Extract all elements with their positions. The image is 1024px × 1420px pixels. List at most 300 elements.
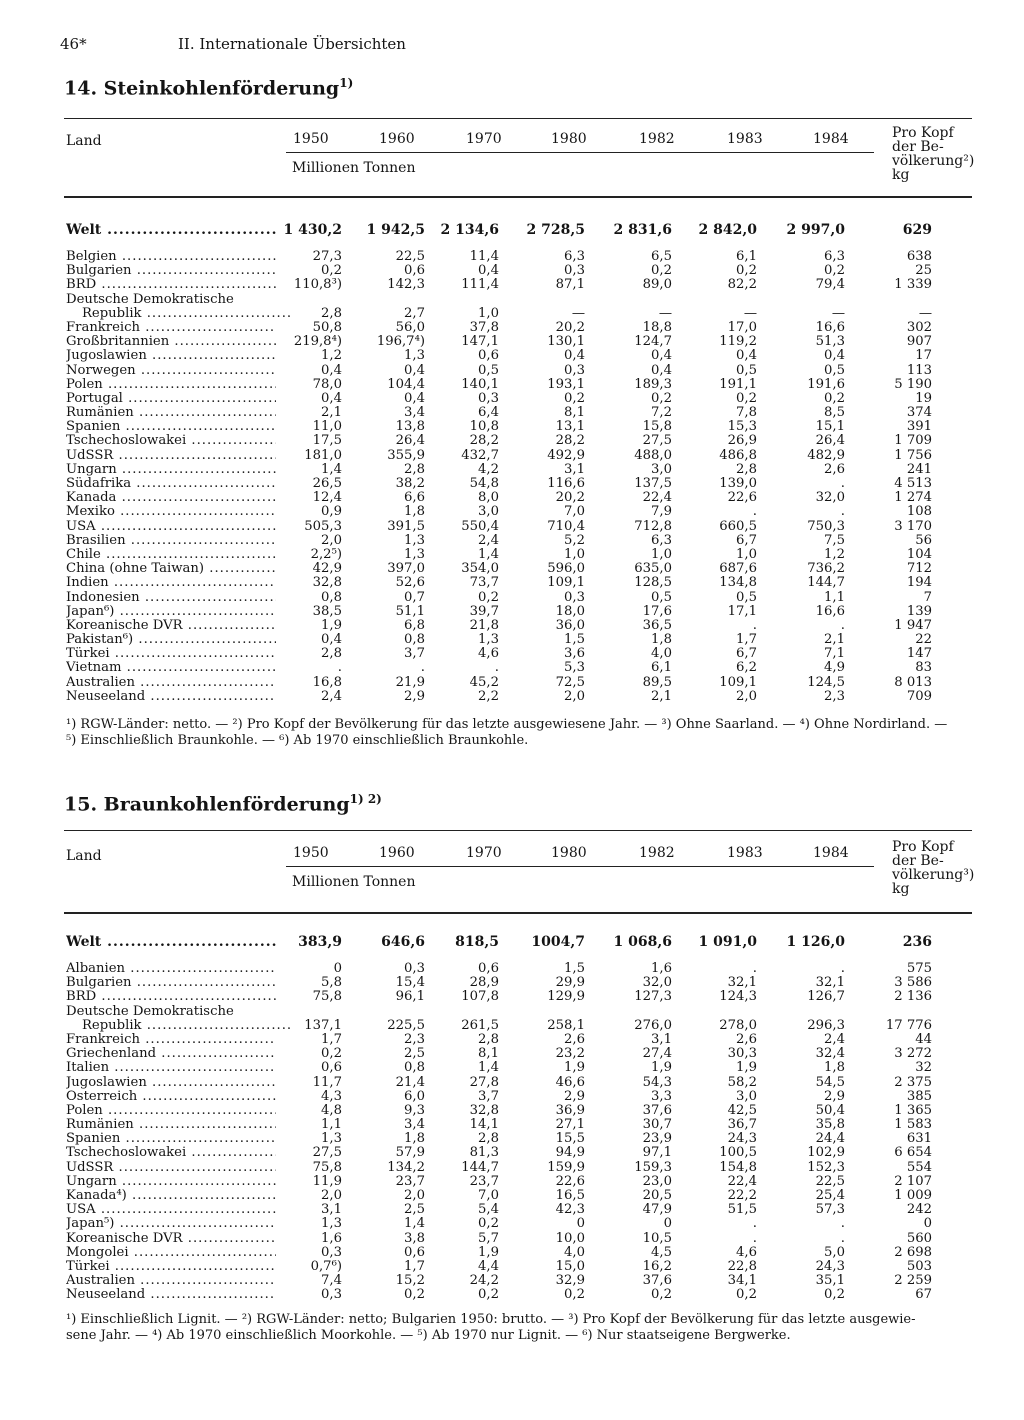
value-cell: 26,5 xyxy=(312,476,342,491)
value-cell: . xyxy=(752,1230,757,1246)
value-cell: 0,4 xyxy=(824,348,845,364)
value-cell: 1,9 xyxy=(478,1244,499,1260)
per-head-header-line: völkerung²) xyxy=(892,153,975,169)
per-head-cell: 2 375 xyxy=(894,1074,932,1090)
table-row xyxy=(66,619,946,633)
value-cell: 72,5 xyxy=(555,674,585,690)
value-cell: 15,3 xyxy=(727,419,757,435)
value-cell: . xyxy=(840,476,845,491)
value-cell: 6,3 xyxy=(824,249,845,264)
value-cell: 13,8 xyxy=(395,419,425,435)
value-cell: 1,3 xyxy=(404,348,425,364)
table-row xyxy=(66,1288,946,1302)
country-name: Türkei ..... xyxy=(66,647,276,661)
value-cell: 0,2 xyxy=(478,589,499,605)
value-cell: 486,8 xyxy=(719,447,757,463)
value-cell: 36,9 xyxy=(555,1102,585,1118)
value-cell: 219,8⁴) xyxy=(293,334,342,350)
value-cell: 1,5 xyxy=(564,961,585,976)
value-cell: 22,5 xyxy=(815,1173,845,1189)
country-name: Koreanische DVR ..... xyxy=(66,1232,276,1246)
value-cell: 0,2 xyxy=(564,1287,585,1303)
per-head-cell: 560 xyxy=(906,1230,932,1246)
table-14-year-rule xyxy=(286,152,874,153)
country-name: UdSSR ..... xyxy=(66,1161,276,1175)
value-cell: 134,8 xyxy=(719,575,757,591)
table-row xyxy=(66,1118,946,1132)
value-cell: 20,2 xyxy=(555,319,585,335)
table-row xyxy=(66,1047,946,1061)
value-cell: 81,3 xyxy=(469,1145,499,1161)
per-head-header-line: kg xyxy=(892,881,910,897)
value-cell: 6,3 xyxy=(651,532,672,548)
value-cell: 51,5 xyxy=(727,1202,757,1218)
value-cell: 1 942,5 xyxy=(366,222,425,238)
country-name: Koreanische DVR ..... xyxy=(66,619,276,633)
value-cell: 1,4 xyxy=(478,1060,499,1076)
value-cell: 11,4 xyxy=(469,249,499,264)
value-cell: 42,5 xyxy=(727,1102,757,1118)
value-cell: 1 068,6 xyxy=(613,934,672,950)
value-cell: 4,5 xyxy=(651,1244,672,1260)
year-header-1950: 1950 xyxy=(293,131,329,147)
value-cell: 0,3 xyxy=(404,961,425,976)
value-cell: 712,8 xyxy=(634,518,672,534)
value-cell: 16,6 xyxy=(815,319,845,335)
value-cell: 75,8 xyxy=(312,1159,342,1175)
table-15-header-rule xyxy=(64,912,972,914)
value-cell: 0 xyxy=(576,1216,585,1232)
value-cell: 7,2 xyxy=(651,405,672,421)
value-cell: 97,1 xyxy=(642,1145,672,1161)
value-cell: 0,3 xyxy=(478,390,499,406)
value-cell: 1,3 xyxy=(321,1216,342,1232)
value-cell: 16,2 xyxy=(642,1258,672,1274)
value-cell: 34,1 xyxy=(727,1273,757,1289)
value-cell: 26,4 xyxy=(395,433,425,449)
country-name: Neuseeland ..... xyxy=(66,690,276,704)
footnote-line: ¹) RGW-Länder: netto. — ²) Pro Kopf der Bevölkerung für das letzte ausgewiesene Jahr. — ³) Ohne Saarland. — ⁴) Ohne Nordirland. — xyxy=(66,717,948,732)
table-row xyxy=(66,505,946,519)
value-cell: 54,8 xyxy=(469,476,499,491)
country-name: BRD ..... xyxy=(66,990,276,1004)
footnote-line: sene Jahr. — ⁴) Ab 1970 einschließlich Moorkohle. — ⁵) Ab 1970 nur Lignit. — ⁶) Nur staatseigene Bergwerke. xyxy=(66,1328,791,1343)
footnote-line: ⁵) Einschließlich Braunkohle. — ⁶) Ab 1970 einschließlich Braunkohle. xyxy=(66,733,529,748)
table-15-footnotes xyxy=(66,1312,966,1344)
country-name: Griechenland ..... xyxy=(66,1047,276,1061)
per-head-cell: 631 xyxy=(906,1131,932,1147)
value-cell: 15,0 xyxy=(555,1258,585,1274)
value-cell: 3,7 xyxy=(478,1088,499,1104)
value-cell: 75,8 xyxy=(312,989,342,1005)
value-cell: 6,3 xyxy=(564,249,585,264)
value-cell: 24,3 xyxy=(727,1131,757,1147)
table-row xyxy=(66,1217,946,1231)
per-head-cell: 385 xyxy=(906,1088,932,1104)
country-name: UdSSR ..... xyxy=(66,449,276,463)
value-cell: 134,2 xyxy=(387,1159,425,1175)
country-name: Frankreich ..... xyxy=(66,1033,276,1047)
per-head-header-line: der Be- xyxy=(892,853,944,869)
value-cell: 5,2 xyxy=(564,532,585,548)
year-header-1960: 1960 xyxy=(379,131,415,147)
value-cell: 2 831,6 xyxy=(613,222,672,238)
value-cell: 1,9 xyxy=(564,1060,585,1076)
value-cell: 154,8 xyxy=(719,1159,757,1175)
value-cell: 2,1 xyxy=(651,688,672,704)
value-cell: 750,3 xyxy=(807,518,845,534)
value-cell: 2 728,5 xyxy=(526,222,585,238)
per-head-header-line: Pro Kopf xyxy=(892,839,954,855)
table-14-header-rule xyxy=(64,196,972,198)
value-cell: 37,6 xyxy=(642,1273,672,1289)
value-cell: . xyxy=(840,617,845,633)
value-cell: 0,4 xyxy=(404,362,425,378)
value-cell: 2,2⁵) xyxy=(310,546,342,562)
year-header-1980: 1980 xyxy=(551,845,587,861)
value-cell: 35,8 xyxy=(815,1117,845,1133)
value-cell: 0,9 xyxy=(321,504,342,520)
value-cell: 137,5 xyxy=(634,476,672,491)
per-head-cell: 907 xyxy=(906,334,932,350)
value-cell: 1,8 xyxy=(404,504,425,520)
table-row xyxy=(66,1005,946,1019)
value-cell: 78,0 xyxy=(312,376,342,392)
table-15-top-rule xyxy=(64,830,972,831)
value-cell: 2 842,0 xyxy=(698,222,757,238)
value-cell: 152,3 xyxy=(807,1159,845,1175)
value-cell: 27,1 xyxy=(555,1117,585,1133)
value-cell: 397,0 xyxy=(387,561,425,577)
country-name: Indien ..... xyxy=(66,576,276,590)
year-header-1982: 1982 xyxy=(639,845,675,861)
value-cell: 0,2 xyxy=(651,1287,672,1303)
country-name: Türkei ..... xyxy=(66,1260,276,1274)
value-cell: 27,3 xyxy=(312,249,342,264)
value-cell: 1,9 xyxy=(651,1060,672,1076)
value-cell: — xyxy=(658,305,672,321)
value-cell: 3,8 xyxy=(404,1230,425,1246)
year-header-1980: 1980 xyxy=(551,131,587,147)
country-name: Österreich ..... xyxy=(66,1090,276,1104)
value-cell: 4,0 xyxy=(651,646,672,662)
table-row xyxy=(66,1189,946,1203)
table-row xyxy=(66,491,946,505)
value-cell: 51,3 xyxy=(815,334,845,350)
per-head-cell: 22 xyxy=(915,632,932,648)
value-cell: 1,9 xyxy=(321,617,342,633)
country-name: Großbritannien ..... xyxy=(66,335,276,349)
value-cell: 6,2 xyxy=(736,660,757,676)
footnote-line: ¹) Einschließlich Lignit. — ²) RGW-Länder: netto; Bulgarien 1950: brutto. — ³) Pro Kopf der Bevölkerung für das letzte ausgewie- xyxy=(66,1312,916,1327)
value-cell: 111,4 xyxy=(461,277,499,293)
value-cell: 26,4 xyxy=(815,433,845,449)
value-cell: 1,6 xyxy=(321,1230,342,1246)
value-cell: 2,0 xyxy=(321,1188,342,1203)
value-cell: 1,3 xyxy=(478,632,499,648)
value-cell: 687,6 xyxy=(719,561,757,577)
value-cell: 0,5 xyxy=(478,362,499,378)
table-row xyxy=(66,676,946,690)
value-cell: 20,2 xyxy=(555,490,585,506)
value-cell: 128,5 xyxy=(634,575,672,591)
value-cell: 36,0 xyxy=(555,617,585,633)
value-cell: . xyxy=(752,961,757,976)
value-cell: 16,6 xyxy=(815,603,845,619)
per-head-cell: 629 xyxy=(902,222,932,238)
country-name: Kanada ..... xyxy=(66,491,276,505)
value-cell: 124,7 xyxy=(634,334,672,350)
value-cell: 50,8 xyxy=(312,319,342,335)
per-head-cell: 44 xyxy=(915,1031,932,1047)
value-cell: 0,2 xyxy=(321,1046,342,1062)
per-head-cell: 4 513 xyxy=(894,476,932,491)
table-row xyxy=(66,1061,946,1075)
per-head-header-line: völkerung³) xyxy=(892,867,975,883)
value-cell: 0,4 xyxy=(321,362,342,378)
value-cell: 0 xyxy=(663,1216,672,1232)
country-name: Ungarn ..... xyxy=(66,463,276,477)
country-name: Polen ..... xyxy=(66,1104,276,1118)
value-cell: 0,6 xyxy=(478,961,499,976)
value-cell: 2,0 xyxy=(736,688,757,704)
table-14-per-head-header xyxy=(892,126,974,182)
value-cell: 27,8 xyxy=(469,1074,499,1090)
value-cell: 3,0 xyxy=(478,504,499,520)
value-cell: 6,6 xyxy=(404,490,425,506)
table-row xyxy=(66,1260,946,1274)
table-row xyxy=(66,520,946,534)
table-row xyxy=(66,962,946,976)
value-cell: 32,0 xyxy=(815,490,845,506)
value-cell: 710,4 xyxy=(547,518,585,534)
value-cell: 6,7 xyxy=(736,646,757,662)
value-cell: 57,9 xyxy=(395,1145,425,1161)
value-cell: 0,2 xyxy=(736,390,757,406)
value-cell: 11,0 xyxy=(312,419,342,435)
year-header-1982: 1982 xyxy=(639,131,675,147)
per-head-cell: 6 654 xyxy=(894,1145,932,1161)
country-name: Portugal ..... xyxy=(66,392,276,406)
value-cell: 18,0 xyxy=(555,603,585,619)
value-cell: 0,3 xyxy=(564,362,585,378)
value-cell: 0,2 xyxy=(478,1216,499,1232)
value-cell: 3,1 xyxy=(651,1031,672,1047)
value-cell: 7,0 xyxy=(478,1188,499,1203)
value-cell: . xyxy=(494,660,499,676)
table-row xyxy=(66,1076,946,1090)
value-cell: 52,6 xyxy=(395,575,425,591)
value-cell: 225,5 xyxy=(387,1017,425,1033)
value-cell: . xyxy=(840,1216,845,1232)
section-title: II. Internationale Übersichten xyxy=(178,35,406,53)
table-row xyxy=(66,449,946,463)
country-name: Südafrika ..... xyxy=(66,477,276,491)
per-head-cell: 56 xyxy=(915,532,932,548)
value-cell: 130,1 xyxy=(547,334,585,350)
table-14-title-note: 1) xyxy=(339,76,354,90)
value-cell: 2,4 xyxy=(321,688,342,704)
table-row xyxy=(66,1232,946,1246)
value-cell: 1,8 xyxy=(404,1131,425,1147)
value-cell: 89,5 xyxy=(642,674,672,690)
table-row xyxy=(66,1161,946,1175)
per-head-cell: 241 xyxy=(906,461,932,477)
value-cell: 0,2 xyxy=(651,263,672,279)
value-cell: 45,2 xyxy=(469,674,499,690)
value-cell: 0,8 xyxy=(404,632,425,648)
value-cell: 32,4 xyxy=(815,1046,845,1062)
country-name: Neuseeland ..... xyxy=(66,1288,276,1302)
value-cell: 196,7⁴) xyxy=(376,334,425,350)
value-cell: 39,7 xyxy=(469,603,499,619)
value-cell: 96,1 xyxy=(395,989,425,1005)
value-cell: 3,1 xyxy=(564,461,585,477)
value-cell: 4,6 xyxy=(736,1244,757,1260)
value-cell: 7,1 xyxy=(824,646,845,662)
value-cell: 5,3 xyxy=(564,660,585,676)
value-cell: 79,4 xyxy=(815,277,845,293)
value-cell: 2,0 xyxy=(564,688,585,704)
row-spacer xyxy=(66,952,946,962)
per-head-cell: 242 xyxy=(906,1202,932,1218)
per-head-cell: 391 xyxy=(906,419,932,435)
value-cell: 0,4 xyxy=(321,390,342,406)
value-cell: 142,3 xyxy=(387,277,425,293)
value-cell: 3,1 xyxy=(321,1202,342,1218)
value-cell: 2,4 xyxy=(824,1031,845,1047)
value-cell: 1,8 xyxy=(651,632,672,648)
country-name: Jugoslawien ..... xyxy=(66,1076,276,1090)
value-cell: 0,4 xyxy=(651,362,672,378)
value-cell: 0,8 xyxy=(404,1060,425,1076)
value-cell: 22,6 xyxy=(555,1173,585,1189)
per-head-cell: 3 170 xyxy=(894,518,932,534)
value-cell: 15,1 xyxy=(815,419,845,435)
table-row xyxy=(66,591,946,605)
country-name: Frankreich ..... xyxy=(66,321,276,335)
table-row xyxy=(66,605,946,619)
value-cell: 10,5 xyxy=(642,1230,672,1246)
table-row xyxy=(66,576,946,590)
table-15-per-head-header xyxy=(892,840,974,896)
per-head-cell: 554 xyxy=(906,1159,932,1175)
value-cell: 355,9 xyxy=(387,447,425,463)
value-cell: 2,1 xyxy=(321,405,342,421)
value-cell: 82,2 xyxy=(727,277,757,293)
value-cell: 646,6 xyxy=(381,934,425,950)
value-cell: . xyxy=(840,504,845,520)
year-header-1970: 1970 xyxy=(466,845,502,861)
value-cell: 0,5 xyxy=(736,362,757,378)
value-cell: 3,0 xyxy=(736,1088,757,1104)
value-cell: 2,2 xyxy=(478,688,499,704)
value-cell: 6,1 xyxy=(736,249,757,264)
value-cell: 818,5 xyxy=(455,934,499,950)
table-row xyxy=(66,548,946,562)
value-cell: 0,2 xyxy=(564,390,585,406)
value-cell: 124,3 xyxy=(719,989,757,1005)
value-cell: 7,8 xyxy=(736,405,757,421)
value-cell: 127,3 xyxy=(634,989,672,1005)
value-cell: 3,0 xyxy=(651,461,672,477)
value-cell: 492,9 xyxy=(547,447,585,463)
country-name: Norwegen ..... xyxy=(66,364,276,378)
value-cell: 3,3 xyxy=(651,1088,672,1104)
country-name: USA ..... xyxy=(66,1203,276,1217)
value-cell: 47,9 xyxy=(642,1202,672,1218)
per-head-cell: 113 xyxy=(906,362,932,378)
year-header-1983: 1983 xyxy=(727,845,763,861)
value-cell: 10,0 xyxy=(555,1230,585,1246)
table-row xyxy=(66,647,946,661)
value-cell: 27,5 xyxy=(642,433,672,449)
per-head-cell: 32 xyxy=(915,1060,932,1076)
value-cell: — xyxy=(743,305,757,321)
value-cell: 0,2 xyxy=(651,390,672,406)
table-row xyxy=(66,349,946,363)
page-number: 46* xyxy=(60,35,87,53)
value-cell: 2,5 xyxy=(404,1202,425,1218)
value-cell: 24,4 xyxy=(815,1131,845,1147)
value-cell: 36,7 xyxy=(727,1117,757,1133)
value-cell: 4,4 xyxy=(478,1258,499,1274)
value-cell: 23,7 xyxy=(395,1173,425,1189)
value-cell: 2,3 xyxy=(824,688,845,704)
table-row xyxy=(66,661,946,675)
per-head-cell: 1 009 xyxy=(894,1188,932,1203)
per-head-cell: 108 xyxy=(906,504,932,520)
value-cell: 12,4 xyxy=(312,490,342,506)
value-cell: 278,0 xyxy=(719,1017,757,1033)
value-cell: 50,4 xyxy=(815,1102,845,1118)
value-cell: 0,2 xyxy=(478,1287,499,1303)
value-cell: 2,4 xyxy=(478,532,499,548)
year-header-1984: 1984 xyxy=(813,131,849,147)
per-head-cell: 1 583 xyxy=(894,1117,932,1133)
value-cell: 139,0 xyxy=(719,476,757,491)
per-head-cell: 302 xyxy=(906,319,932,335)
country-name: Belgien ..... xyxy=(66,250,276,264)
value-cell: 0,2 xyxy=(321,263,342,279)
value-cell: — xyxy=(831,305,845,321)
value-cell: 13,1 xyxy=(555,419,585,435)
value-cell: 15,2 xyxy=(395,1273,425,1289)
country-name: Albanien ..... xyxy=(66,962,276,976)
table-row xyxy=(66,477,946,491)
per-head-cell: 17 xyxy=(915,348,932,364)
value-cell: 0,2 xyxy=(824,1287,845,1303)
value-cell: 21,8 xyxy=(469,617,499,633)
table-row xyxy=(66,307,946,321)
value-cell: 0,3 xyxy=(321,1244,342,1260)
value-cell: 0,6 xyxy=(478,348,499,364)
value-cell: 4,2 xyxy=(478,461,499,477)
country-name: BRD ..... xyxy=(66,278,276,292)
value-cell: 6,5 xyxy=(651,249,672,264)
value-cell: 0,3 xyxy=(564,589,585,605)
year-header-1983: 1983 xyxy=(727,131,763,147)
per-head-cell: 67 xyxy=(915,1287,932,1303)
per-head-cell: 1 274 xyxy=(894,490,932,506)
value-cell: 1,1 xyxy=(824,589,845,605)
value-cell: 20,5 xyxy=(642,1188,672,1203)
value-cell: 9,3 xyxy=(404,1102,425,1118)
value-cell: 3,4 xyxy=(404,405,425,421)
value-cell: 17,1 xyxy=(727,603,757,619)
table-14-top-rule xyxy=(64,118,972,119)
value-cell: 126,7 xyxy=(807,989,845,1005)
